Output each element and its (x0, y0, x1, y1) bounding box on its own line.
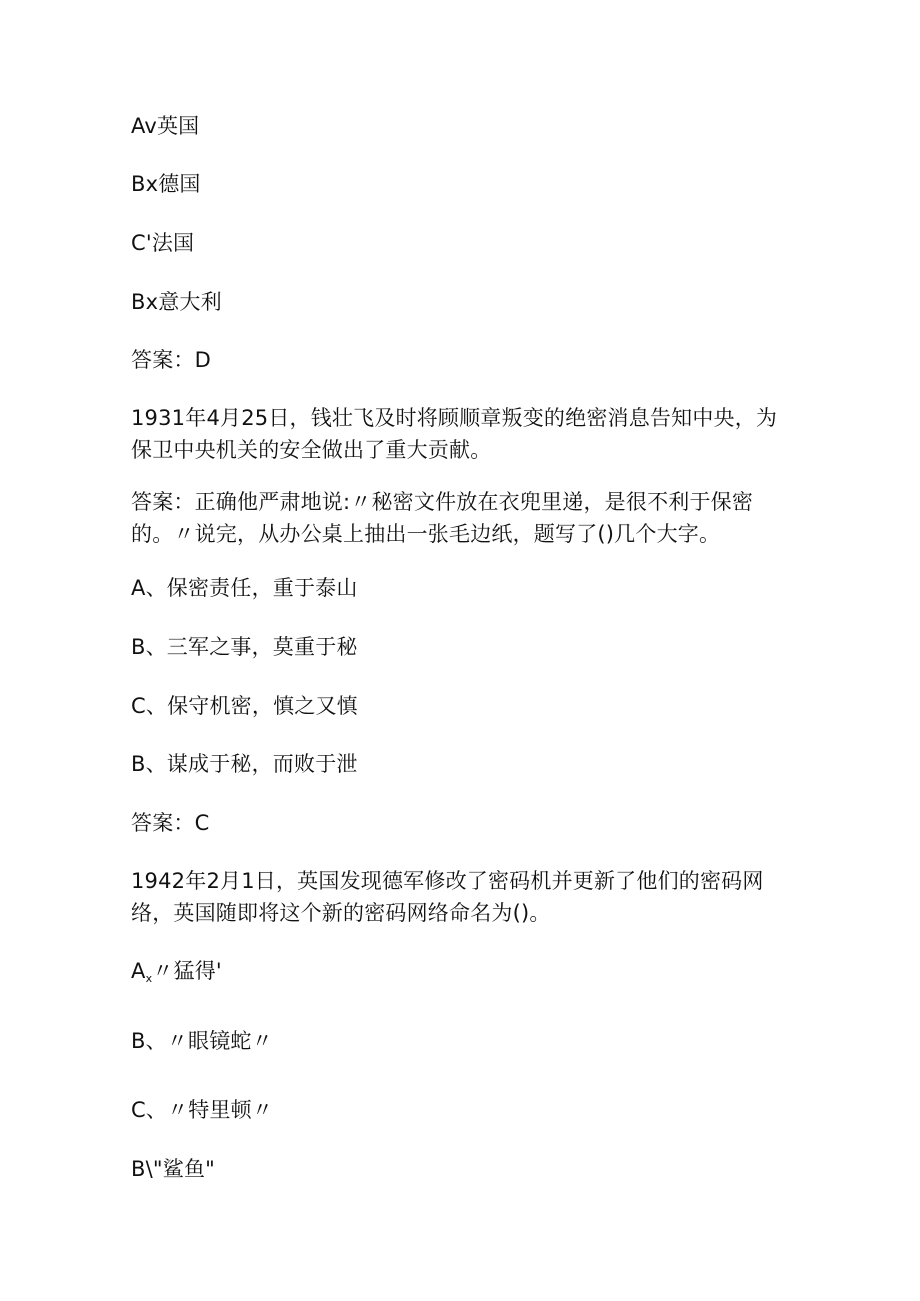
q4-option-d: B\"鲨鱼" (131, 1157, 216, 1181)
q4-option-a-letter: A (131, 959, 146, 983)
q3-answer: 答案：C (131, 811, 210, 835)
question-4-line-1: 1942年2月1日，英国发现德军修改了密码机并更新了他们的密码网 (131, 869, 764, 893)
q1-option-c: C'法国 (131, 231, 195, 255)
q1-option-a: Av英国 (131, 114, 200, 138)
q4-option-c: C、〃特里顿〃 (131, 1098, 274, 1122)
q1-option-b: Bx德国 (131, 172, 201, 196)
q4-option-a-text: 〃猛得' (152, 959, 222, 983)
question-3 (131, 486, 791, 550)
question-2-line-2: 保卫中央机关的安全做出了重大贡献。 (131, 438, 492, 462)
question-4-line-2: 络，英国随即将这个新的密码网络命名为()。 (131, 901, 551, 925)
q3-option-a: A、保密责任，重于泰山 (131, 576, 358, 600)
question-3-line-1: 答案：正确他严肃地说:〃秘密文件放在衣兜里递，是很不利于保密 (131, 490, 754, 514)
q1-option-d: Bx意大利 (131, 290, 222, 314)
q3-option-c: C、保守机密，慎之又慎 (131, 694, 358, 718)
question-4 (131, 865, 791, 929)
q3-option-b: B、三军之事，莫重于秘 (131, 635, 358, 659)
q1-answer: 答案：D (131, 348, 211, 372)
q3-option-d: B、谋成于秘，而败于泄 (131, 752, 358, 776)
question-3-line-2: 的。〃说完，从办公桌上抽出一张毛边纸，题写了()几个大字。 (131, 522, 721, 546)
q4-option-a-sub: x (145, 972, 153, 985)
q4-option-b: B、〃眼镜蛇〃 (131, 1029, 273, 1053)
q4-option-a (131, 957, 791, 993)
question-2 (131, 402, 791, 466)
question-2-line-1: 1931年4月25日，钱壮飞及时将顾顺章叛变的绝密消息告知中央，为 (131, 406, 778, 430)
